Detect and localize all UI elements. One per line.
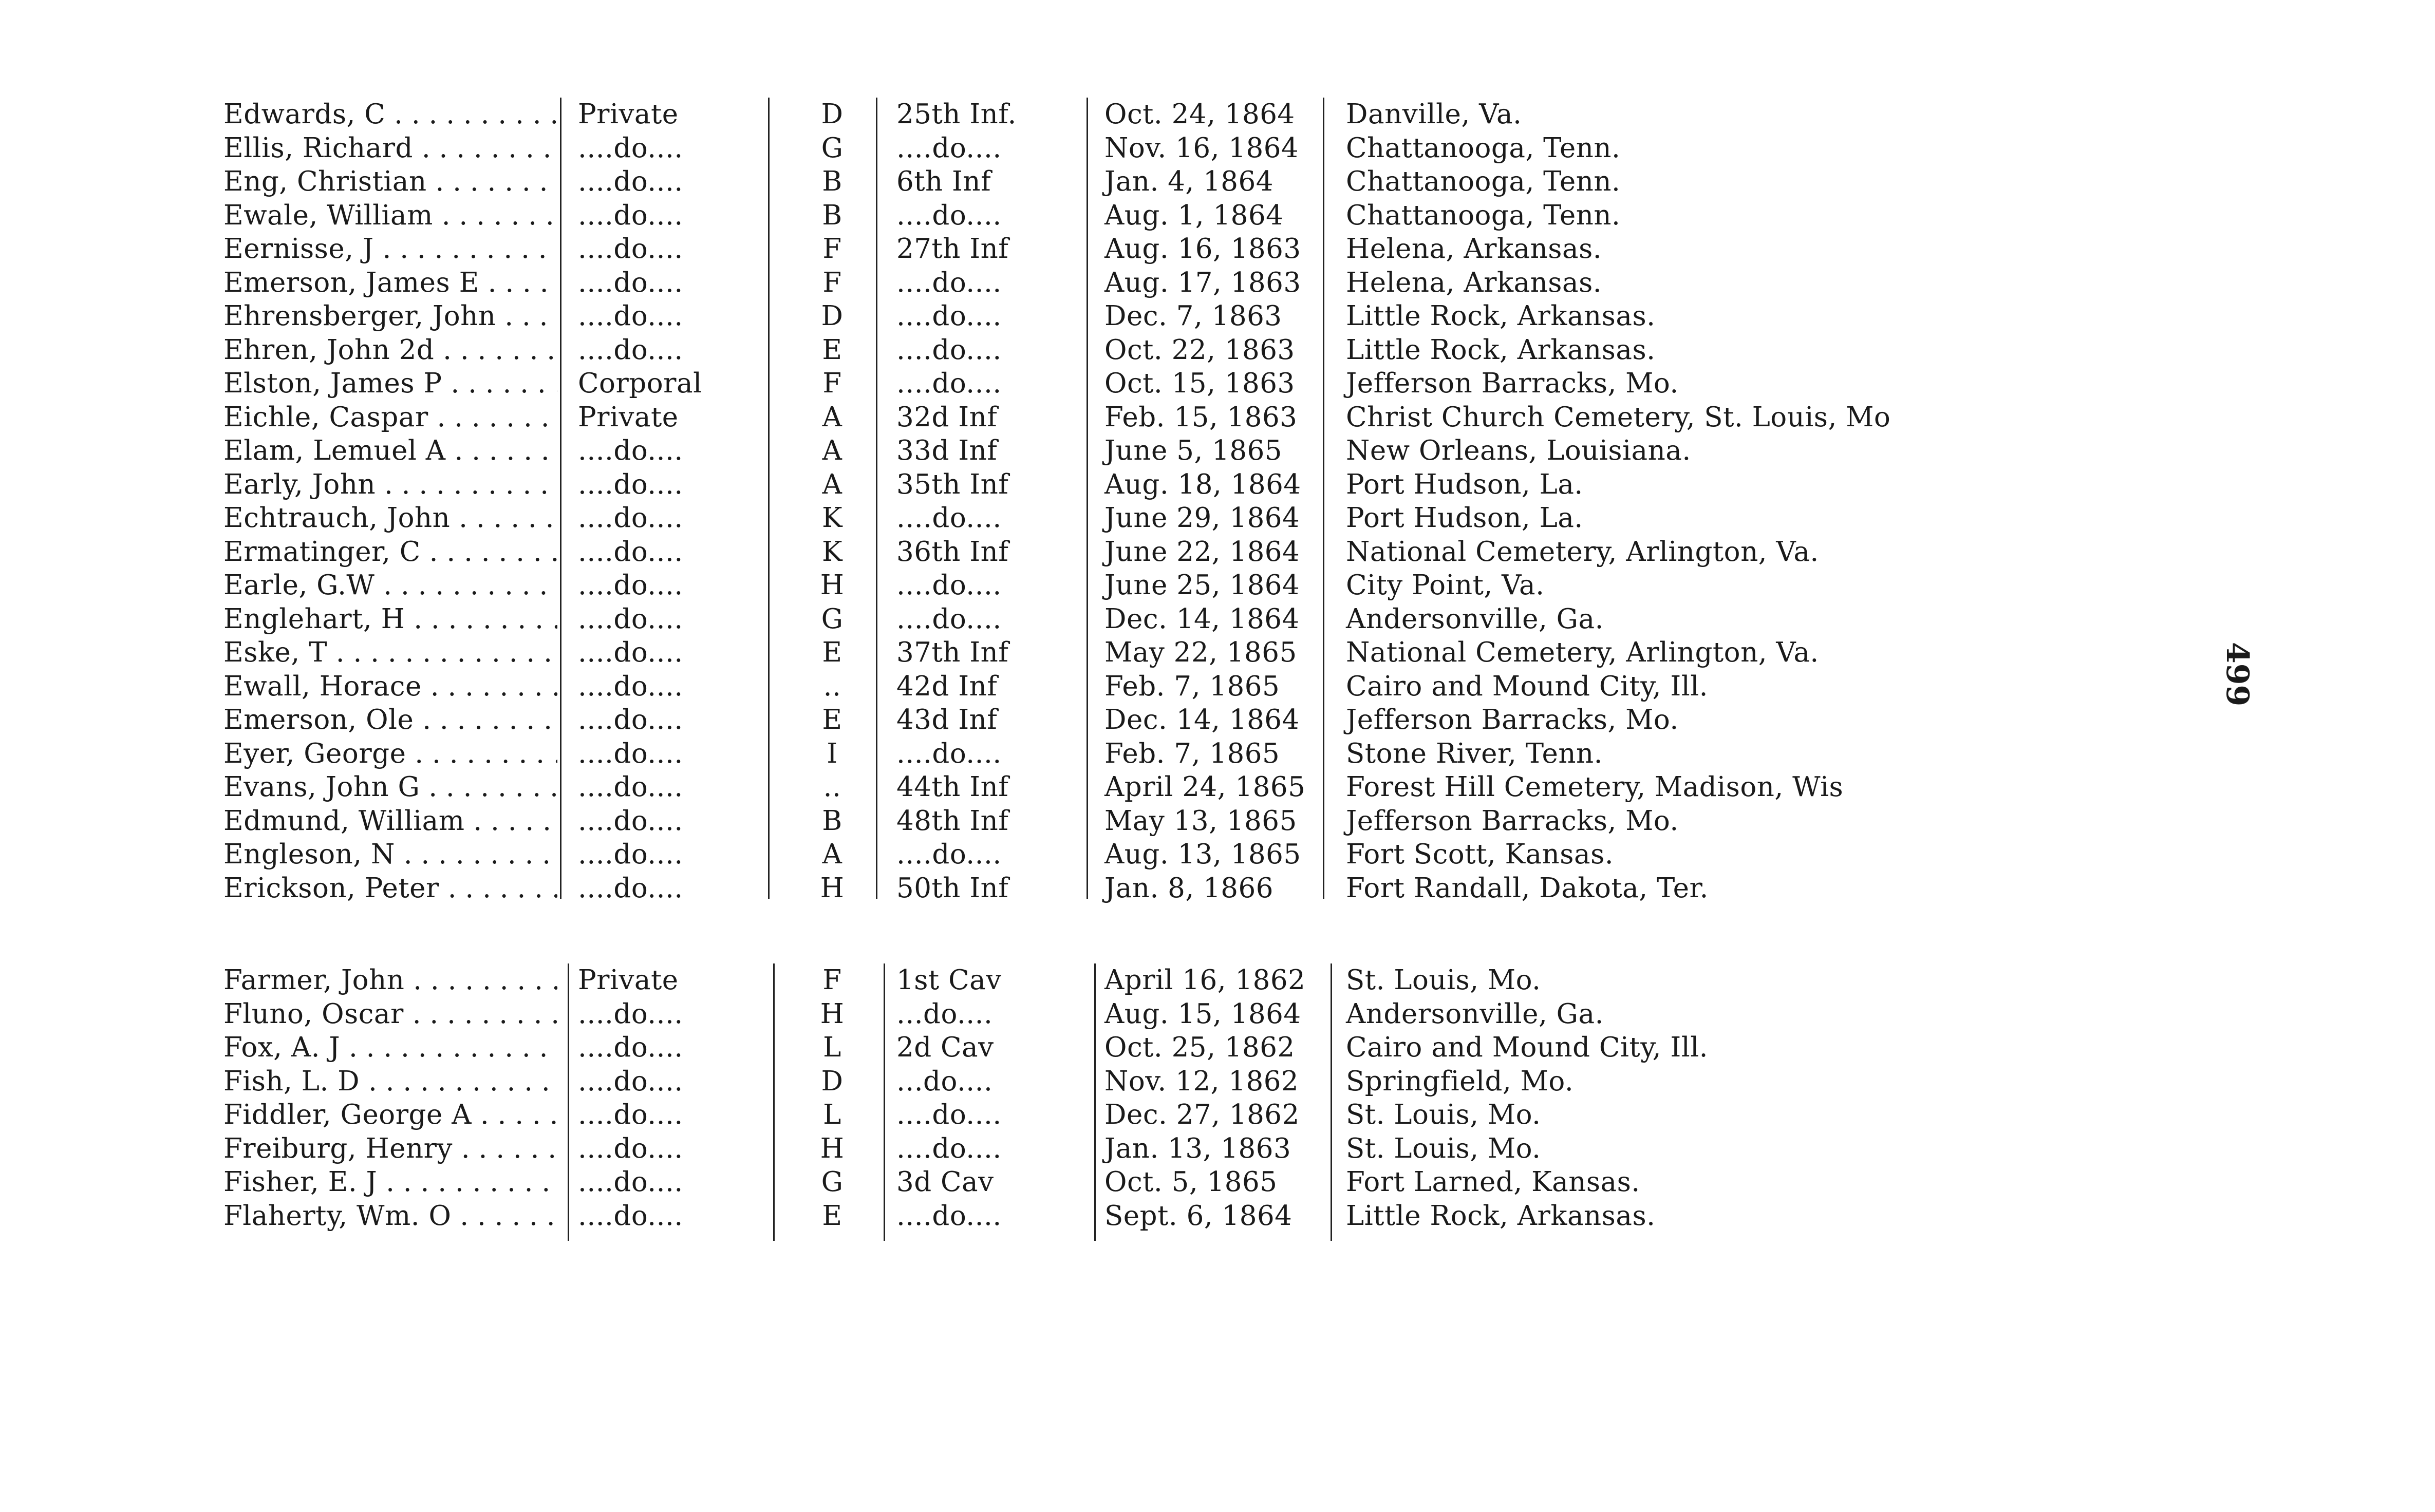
regiment-cell: 50th Inf	[896, 872, 1009, 904]
place-of-burial-cell: Jefferson Barracks, Mo.	[1346, 704, 1679, 735]
place-of-burial-cell: Danville, Va.	[1346, 99, 1522, 130]
regiment-cell: 36th Inf	[896, 536, 1009, 568]
soldier-name: Erickson, Peter . . .	[223, 872, 557, 905]
regiment-cell: ....do....	[896, 1200, 1002, 1232]
date-of-death-cell: Sept. 6, 1864	[1104, 1200, 1293, 1232]
rank-cell: ....do....	[578, 839, 683, 870]
company-cell: H	[820, 570, 845, 601]
company-cell: I	[827, 738, 838, 769]
rank-cell: ....do....	[578, 334, 683, 366]
rank-cell: ....do....	[578, 536, 683, 568]
company-cell: ..	[823, 771, 841, 803]
company-cell: F	[822, 965, 842, 996]
company-cell: A	[822, 839, 842, 870]
rank-cell: ....do....	[578, 998, 683, 1030]
rank-cell: ....do....	[578, 637, 683, 668]
date-of-death-cell: April 16, 1862	[1104, 965, 1306, 996]
date-of-death-cell: Oct. 5, 1865	[1104, 1166, 1278, 1198]
rank-cell: ....do....	[578, 704, 683, 735]
table-row	[223, 199, 1970, 233]
place-of-burial-cell: Jefferson Barracks, Mo.	[1346, 805, 1679, 837]
company-cell: A	[822, 401, 842, 433]
rank-cell: Private	[578, 99, 679, 130]
table-row	[223, 997, 1970, 1031]
place-of-burial-cell: Chattanooga, Tenn.	[1346, 132, 1621, 164]
burial-table-f	[223, 963, 1970, 1233]
soldier-name: Eichle, Caspar . . .	[223, 401, 557, 434]
table-row	[223, 1065, 1970, 1099]
company-cell: E	[822, 1200, 842, 1232]
soldier-name: Echtrauch, John . . .	[223, 501, 557, 535]
place-of-burial-cell: Chattanooga, Tenn.	[1346, 166, 1621, 197]
company-cell: H	[820, 998, 845, 1030]
date-of-death-cell: Dec. 14, 1864	[1104, 603, 1300, 635]
place-of-burial-cell: Fort Larned, Kansas.	[1346, 1166, 1640, 1198]
date-of-death-cell: June 29, 1864	[1104, 502, 1300, 534]
place-of-burial-cell: Port Hudson, La.	[1346, 468, 1583, 500]
table-row	[223, 131, 1970, 165]
soldier-name: Evans, John G . . .	[223, 770, 557, 804]
table-row	[223, 333, 1970, 367]
regiment-cell: 35th Inf	[896, 468, 1009, 500]
rank-cell: ....do....	[578, 670, 683, 702]
table-row	[223, 266, 1970, 300]
place-of-burial-cell: St. Louis, Mo.	[1346, 1132, 1541, 1164]
regiment-cell: 33d Inf	[896, 435, 998, 466]
soldier-name: Fisher, E. J . . .	[223, 1165, 557, 1199]
soldier-name: Flaherty, Wm. O . . .	[223, 1199, 557, 1233]
regiment-cell: ....do....	[896, 334, 1002, 366]
rank-cell: ....do....	[578, 1065, 683, 1097]
place-of-burial-cell: Andersonville, Ga.	[1346, 998, 1604, 1030]
soldier-name: Elston, James P . . .	[223, 367, 557, 401]
place-of-burial-cell: Cairo and Mound City, Ill.	[1346, 1032, 1709, 1063]
table-row	[223, 602, 1970, 636]
company-cell: H	[820, 1132, 845, 1164]
rank-cell: ....do....	[578, 1032, 683, 1063]
regiment-cell: 27th Inf	[896, 233, 1009, 264]
date-of-death-cell: Feb. 7, 1865	[1104, 738, 1280, 769]
regiment-cell: ....do....	[896, 267, 1002, 298]
regiment-cell: 1st Cav	[896, 965, 1002, 996]
regiment-cell: 43d Inf	[896, 704, 998, 735]
burial-table-e	[223, 98, 1970, 905]
date-of-death-cell: Dec. 14, 1864	[1104, 704, 1300, 735]
rank-cell: ....do....	[578, 435, 683, 466]
rank-cell: Private	[578, 401, 679, 433]
soldier-name: Ermatinger, C . . .	[223, 535, 557, 569]
soldier-name: Early, John . . .	[223, 468, 557, 502]
regiment-cell: ....do....	[896, 603, 1002, 635]
rank-cell: ....do....	[578, 267, 683, 298]
regiment-cell: ....do....	[896, 199, 1002, 231]
place-of-burial-cell: Helena, Arkansas.	[1346, 267, 1602, 298]
date-of-death-cell: Aug. 13, 1865	[1104, 839, 1301, 870]
soldier-name: Englehart, H . . .	[223, 602, 557, 636]
date-of-death-cell: Feb. 15, 1863	[1104, 401, 1298, 433]
date-of-death-cell: Oct. 24, 1864	[1104, 99, 1295, 130]
regiment-cell: 44th Inf	[896, 771, 1009, 803]
company-cell: A	[822, 468, 842, 500]
company-cell: B	[822, 805, 842, 837]
date-of-death-cell: May 22, 1865	[1104, 637, 1297, 668]
regiment-cell: ....do....	[896, 368, 1002, 399]
table-row	[223, 232, 1970, 266]
rank-cell: ....do....	[578, 502, 683, 534]
company-cell: F	[822, 368, 842, 399]
company-cell: B	[822, 166, 842, 197]
table-row	[223, 636, 1970, 670]
table-row	[223, 299, 1970, 333]
table-row	[223, 1199, 1970, 1233]
company-cell: E	[822, 334, 842, 366]
rank-cell: ....do....	[578, 300, 683, 332]
rank-cell: ....do....	[578, 166, 683, 197]
company-cell: E	[822, 704, 842, 735]
regiment-cell: ...do....	[896, 998, 993, 1030]
page-number: 499	[2219, 642, 2255, 707]
table-row	[223, 1031, 1970, 1065]
date-of-death-cell: Nov. 16, 1864	[1104, 132, 1299, 164]
regiment-cell: 42d Inf	[896, 670, 998, 702]
table-row	[223, 468, 1970, 502]
table-row	[223, 703, 1970, 737]
rank-cell: ....do....	[578, 132, 683, 164]
table-row	[223, 670, 1970, 704]
soldier-name: Ellis, Richard . . .	[223, 131, 557, 165]
rank-cell: ....do....	[578, 199, 683, 231]
table-row	[223, 434, 1970, 468]
table-row	[223, 963, 1970, 997]
rank-cell: ....do....	[578, 1166, 683, 1198]
company-cell: D	[821, 1065, 844, 1097]
regiment-cell: ...do....	[896, 1065, 993, 1097]
regiment-cell: 3d Cav	[896, 1166, 994, 1198]
soldier-name: Ehrensberger, John . . .	[223, 299, 557, 333]
place-of-burial-cell: Little Rock, Arkansas.	[1346, 1200, 1656, 1232]
company-cell: L	[823, 1099, 841, 1130]
soldier-name: Fish, L. D . . .	[223, 1065, 557, 1099]
regiment-cell: ....do....	[896, 1099, 1002, 1130]
place-of-burial-cell: Fort Scott, Kansas.	[1346, 839, 1614, 870]
soldier-name: Freiburg, Henry . . .	[223, 1132, 557, 1166]
table-row	[223, 1165, 1970, 1199]
soldier-name: Emerson, Ole . . .	[223, 703, 557, 737]
place-of-burial-cell: City Point, Va.	[1346, 570, 1545, 601]
table-row	[223, 98, 1970, 131]
place-of-burial-cell: Fort Randall, Dakota, Ter.	[1346, 872, 1709, 904]
company-cell: ..	[823, 670, 841, 702]
rank-cell: ....do....	[578, 738, 683, 769]
rank-cell: Private	[578, 965, 679, 996]
date-of-death-cell: Aug. 18, 1864	[1104, 468, 1301, 500]
company-cell: L	[823, 1032, 841, 1063]
place-of-burial-cell: Cairo and Mound City, Ill.	[1346, 670, 1709, 702]
soldier-name: Fluno, Oscar . . .	[223, 997, 557, 1031]
date-of-death-cell: June 22, 1864	[1104, 536, 1300, 568]
company-cell: K	[821, 536, 843, 568]
date-of-death-cell: Dec. 27, 1862	[1104, 1099, 1300, 1130]
date-of-death-cell: Oct. 15, 1863	[1104, 368, 1295, 399]
date-of-death-cell: Oct. 25, 1862	[1104, 1032, 1295, 1063]
place-of-burial-cell: Stone River, Tenn.	[1346, 738, 1603, 769]
place-of-burial-cell: Port Hudson, La.	[1346, 502, 1583, 534]
place-of-burial-cell: Springfield, Mo.	[1346, 1065, 1574, 1097]
soldier-name: Edmund, William . . .	[223, 804, 557, 838]
soldier-name: Eernisse, J . . .	[223, 232, 557, 266]
regiment-cell: ....do....	[896, 738, 1002, 769]
regiment-cell: 25th Inf.	[896, 99, 1017, 130]
soldier-name: Edwards, C . . .	[223, 98, 557, 131]
regiment-cell: 6th Inf	[896, 166, 991, 197]
date-of-death-cell: Jan. 8, 1866	[1104, 872, 1273, 904]
table-row	[223, 367, 1970, 401]
date-of-death-cell: Oct. 22, 1863	[1104, 334, 1295, 366]
rank-cell: ....do....	[578, 603, 683, 635]
regiment-cell: ....do....	[896, 132, 1002, 164]
regiment-cell: ....do....	[896, 839, 1002, 870]
rank-cell: ....do....	[578, 1132, 683, 1164]
place-of-burial-cell: Forest Hill Cemetery, Madison, Wis	[1346, 771, 1844, 803]
date-of-death-cell: Aug. 17, 1863	[1104, 267, 1301, 298]
soldier-name: Ehren, John 2d . . .	[223, 333, 557, 367]
rank-cell: ....do....	[578, 570, 683, 601]
date-of-death-cell: Feb. 7, 1865	[1104, 670, 1280, 702]
company-cell: E	[822, 637, 842, 668]
date-of-death-cell: Aug. 16, 1863	[1104, 233, 1301, 264]
place-of-burial-cell: St. Louis, Mo.	[1346, 965, 1541, 996]
place-of-burial-cell: National Cemetery, Arlington, Va.	[1346, 536, 1819, 568]
rank-cell: ....do....	[578, 805, 683, 837]
table-row	[223, 872, 1970, 905]
table-row	[223, 1132, 1970, 1166]
soldier-name: Eng, Christian . . .	[223, 165, 557, 199]
table-row	[223, 838, 1970, 872]
regiment-cell: 32d Inf	[896, 401, 998, 433]
soldier-name: Farmer, John . . .	[223, 963, 557, 997]
soldier-name: Fox, A. J . . .	[223, 1031, 557, 1065]
rank-cell: ....do....	[578, 771, 683, 803]
date-of-death-cell: April 24, 1865	[1104, 771, 1306, 803]
table-row	[223, 737, 1970, 771]
company-cell: G	[821, 603, 844, 635]
soldier-name: Eyer, George . . .	[223, 737, 557, 771]
date-of-death-cell: May 13, 1865	[1104, 805, 1297, 837]
date-of-death-cell: Jan. 4, 1864	[1104, 166, 1273, 197]
place-of-burial-cell: Little Rock, Arkansas.	[1346, 334, 1656, 366]
place-of-burial-cell: National Cemetery, Arlington, Va.	[1346, 637, 1819, 668]
place-of-burial-cell: Chattanooga, Tenn.	[1346, 199, 1621, 231]
place-of-burial-cell: New Orleans, Louisiana.	[1346, 435, 1691, 466]
company-cell: G	[821, 1166, 844, 1198]
soldier-name: Engleson, N . . .	[223, 838, 557, 872]
regiment-cell: ....do....	[896, 570, 1002, 601]
company-cell: G	[821, 132, 844, 164]
regiment-cell: 37th Inf	[896, 637, 1009, 668]
place-of-burial-cell: Jefferson Barracks, Mo.	[1346, 368, 1679, 399]
company-cell: D	[821, 99, 844, 130]
soldier-name: Emerson, James E . . .	[223, 266, 557, 300]
table-row	[223, 770, 1970, 804]
company-cell: F	[822, 267, 842, 298]
soldier-name: Ewall, Horace . . .	[223, 670, 557, 704]
date-of-death-cell: June 5, 1865	[1104, 435, 1283, 466]
soldier-name: Ewale, William . . .	[223, 199, 557, 233]
table-row	[223, 501, 1970, 535]
regiment-cell: ....do....	[896, 300, 1002, 332]
regiment-cell: 48th Inf	[896, 805, 1009, 837]
rank-cell: ....do....	[578, 1099, 683, 1130]
date-of-death-cell: Jan. 13, 1863	[1104, 1132, 1291, 1164]
rank-cell: ....do....	[578, 233, 683, 264]
company-cell: B	[822, 199, 842, 231]
soldier-name: Elam, Lemuel A . . .	[223, 434, 557, 468]
date-of-death-cell: Aug. 15, 1864	[1104, 998, 1301, 1030]
table-row	[223, 804, 1970, 838]
date-of-death-cell: Dec. 7, 1863	[1104, 300, 1282, 332]
table-row	[223, 569, 1970, 602]
rank-cell: Corporal	[578, 368, 702, 399]
rank-cell: ....do....	[578, 468, 683, 500]
regiment-cell: 2d Cav	[896, 1032, 994, 1063]
soldier-name: Fiddler, George A . . .	[223, 1098, 557, 1132]
company-cell: D	[821, 300, 844, 332]
company-cell: H	[820, 872, 845, 904]
soldier-name: Earle, G.W . . .	[223, 569, 557, 602]
date-of-death-cell: June 25, 1864	[1104, 570, 1300, 601]
company-cell: A	[822, 435, 842, 466]
place-of-burial-cell: Christ Church Cemetery, St. Louis, Mo	[1346, 401, 1891, 433]
soldier-name: Eske, T . . .	[223, 636, 557, 670]
regiment-cell: ....do....	[896, 502, 1002, 534]
table-row	[223, 535, 1970, 569]
table-row	[223, 165, 1970, 199]
rank-cell: ....do....	[578, 1200, 683, 1232]
place-of-burial-cell: St. Louis, Mo.	[1346, 1099, 1541, 1130]
rank-cell: ....do....	[578, 872, 683, 904]
table-row	[223, 1098, 1970, 1132]
regiment-cell: ....do....	[896, 1132, 1002, 1164]
company-cell: K	[821, 502, 843, 534]
table-row	[223, 401, 1970, 434]
date-of-death-cell: Nov. 12, 1862	[1104, 1065, 1299, 1097]
place-of-burial-cell: Andersonville, Ga.	[1346, 603, 1604, 635]
company-cell: F	[822, 233, 842, 264]
place-of-burial-cell: Helena, Arkansas.	[1346, 233, 1602, 264]
date-of-death-cell: Aug. 1, 1864	[1104, 199, 1284, 231]
place-of-burial-cell: Little Rock, Arkansas.	[1346, 300, 1656, 332]
